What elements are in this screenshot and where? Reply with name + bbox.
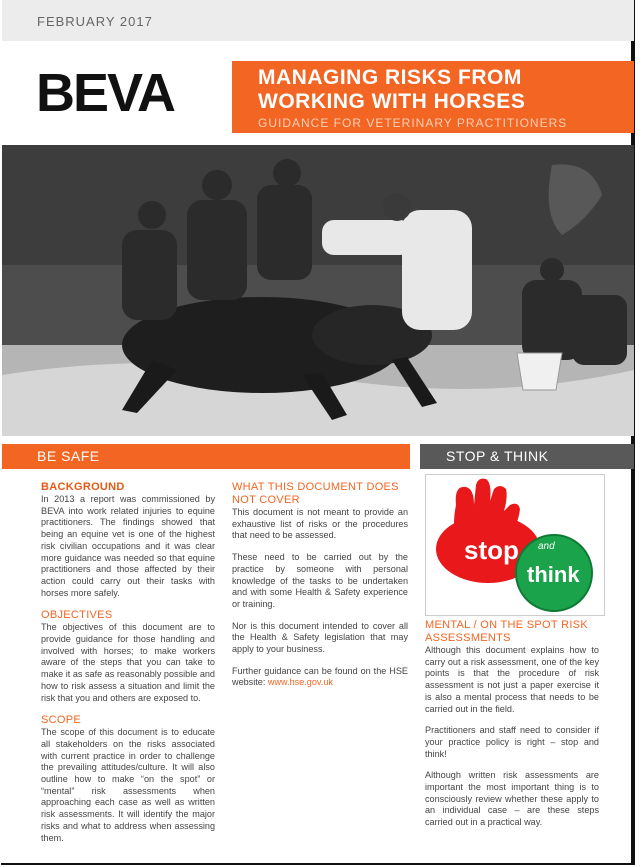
subtitle: GUIDANCE FOR VETERINARY PRACTITIONERS — [258, 116, 568, 130]
hse-text: Further guidance can be found on the HSE website: — [232, 665, 408, 688]
think-word: think — [527, 562, 580, 587]
beva-logo: BEVA — [36, 63, 175, 123]
stop-think-band — [420, 444, 634, 469]
column-not-covered — [232, 481, 408, 689]
not-covered-p1: This document is not meant to provide an exhaustive list of risks or the procedures that need to be assessed. — [232, 507, 408, 541]
stop-word: stop — [464, 535, 519, 565]
title-line-1: MANAGING RISKS FROM — [258, 66, 522, 89]
date-bar — [2, 0, 634, 41]
mental-p3: Although written risk assessments are important the most important thing is to consciously review whether these apply to an individual case – are these steps carried out in a practical way. — [425, 770, 599, 828]
stop-hand-icon — [426, 475, 604, 615]
scope-heading: SCOPE — [41, 714, 82, 727]
background-heading: BACKGROUND — [41, 481, 125, 493]
scope-text: The scope of this document is to educate all stakeholders on the risks associated with current practice in order to challenge the prevailing attitudes/culture. It will also outline how to make “on the spot” or “mental” risk assessments when approaching each case as well as written risk assessments. It will identify the major risks and what to address when assessing them. — [41, 727, 215, 843]
hse-link[interactable]: www.hse.gov.uk — [267, 677, 333, 688]
column-stop-think — [425, 619, 599, 829]
stop-and-think-image — [425, 474, 605, 616]
hero-photo — [2, 145, 634, 436]
not-covered-p2: These need to be carried out by the practice by someone with personal knowledge of the tasks to be undertaken and with some Health & Safety experience or training. — [232, 552, 408, 609]
objectives-heading: OBJECTIVES — [41, 609, 113, 622]
objectives-text: The objectives of this document are to provide guidance for those handling and involved with horses; to make workers aware of the steps that you can take to make it as safe as reasonably possible and how to risk assess a situation and limit the risk that you and others are exposed to. — [41, 622, 215, 703]
mental-p2: Practitioners and staff need to consider if your practice policy is right – stop and think! — [425, 725, 599, 759]
mental-p1: Although this document explains how to carry out a risk assessment, one of the key points is that the procedure of risk assessment is not just a paper exercise it is also a mental process that needs to be carried out in the field. — [425, 645, 599, 714]
title-box — [232, 61, 634, 133]
background-text: In 2013 a report was commissioned by BEVA into work related injuries to equine practitioners. The findings showed that being an equine vet is one of the highest risk civilian occupations and it was clear more guidance was needed so that equine practitioners and those affected by their action could carry out their tasks with horses more safely. — [41, 494, 215, 598]
be-safe-heading: BE SAFE — [37, 448, 100, 464]
title-line-2: WORKING WITH HORSES — [258, 90, 526, 113]
mental-heading: MENTAL / ON THE SPOT RISK ASSESSMENTS — [425, 619, 588, 644]
stop-think-heading: STOP & THINK — [446, 448, 549, 464]
not-covered-p4 — [232, 666, 408, 689]
issue-date: FEBRUARY 2017 — [37, 14, 153, 29]
column-be-safe — [41, 481, 215, 844]
be-safe-band — [2, 444, 410, 469]
not-covered-heading: WHAT THIS DOCUMENT DOES NOT COVER — [232, 481, 399, 506]
and-word: and — [538, 541, 555, 552]
not-covered-p3: Nor is this document intended to cover all the Health & Safety legislation that may apply to your business. — [232, 620, 408, 655]
hero-illustration — [2, 145, 634, 436]
